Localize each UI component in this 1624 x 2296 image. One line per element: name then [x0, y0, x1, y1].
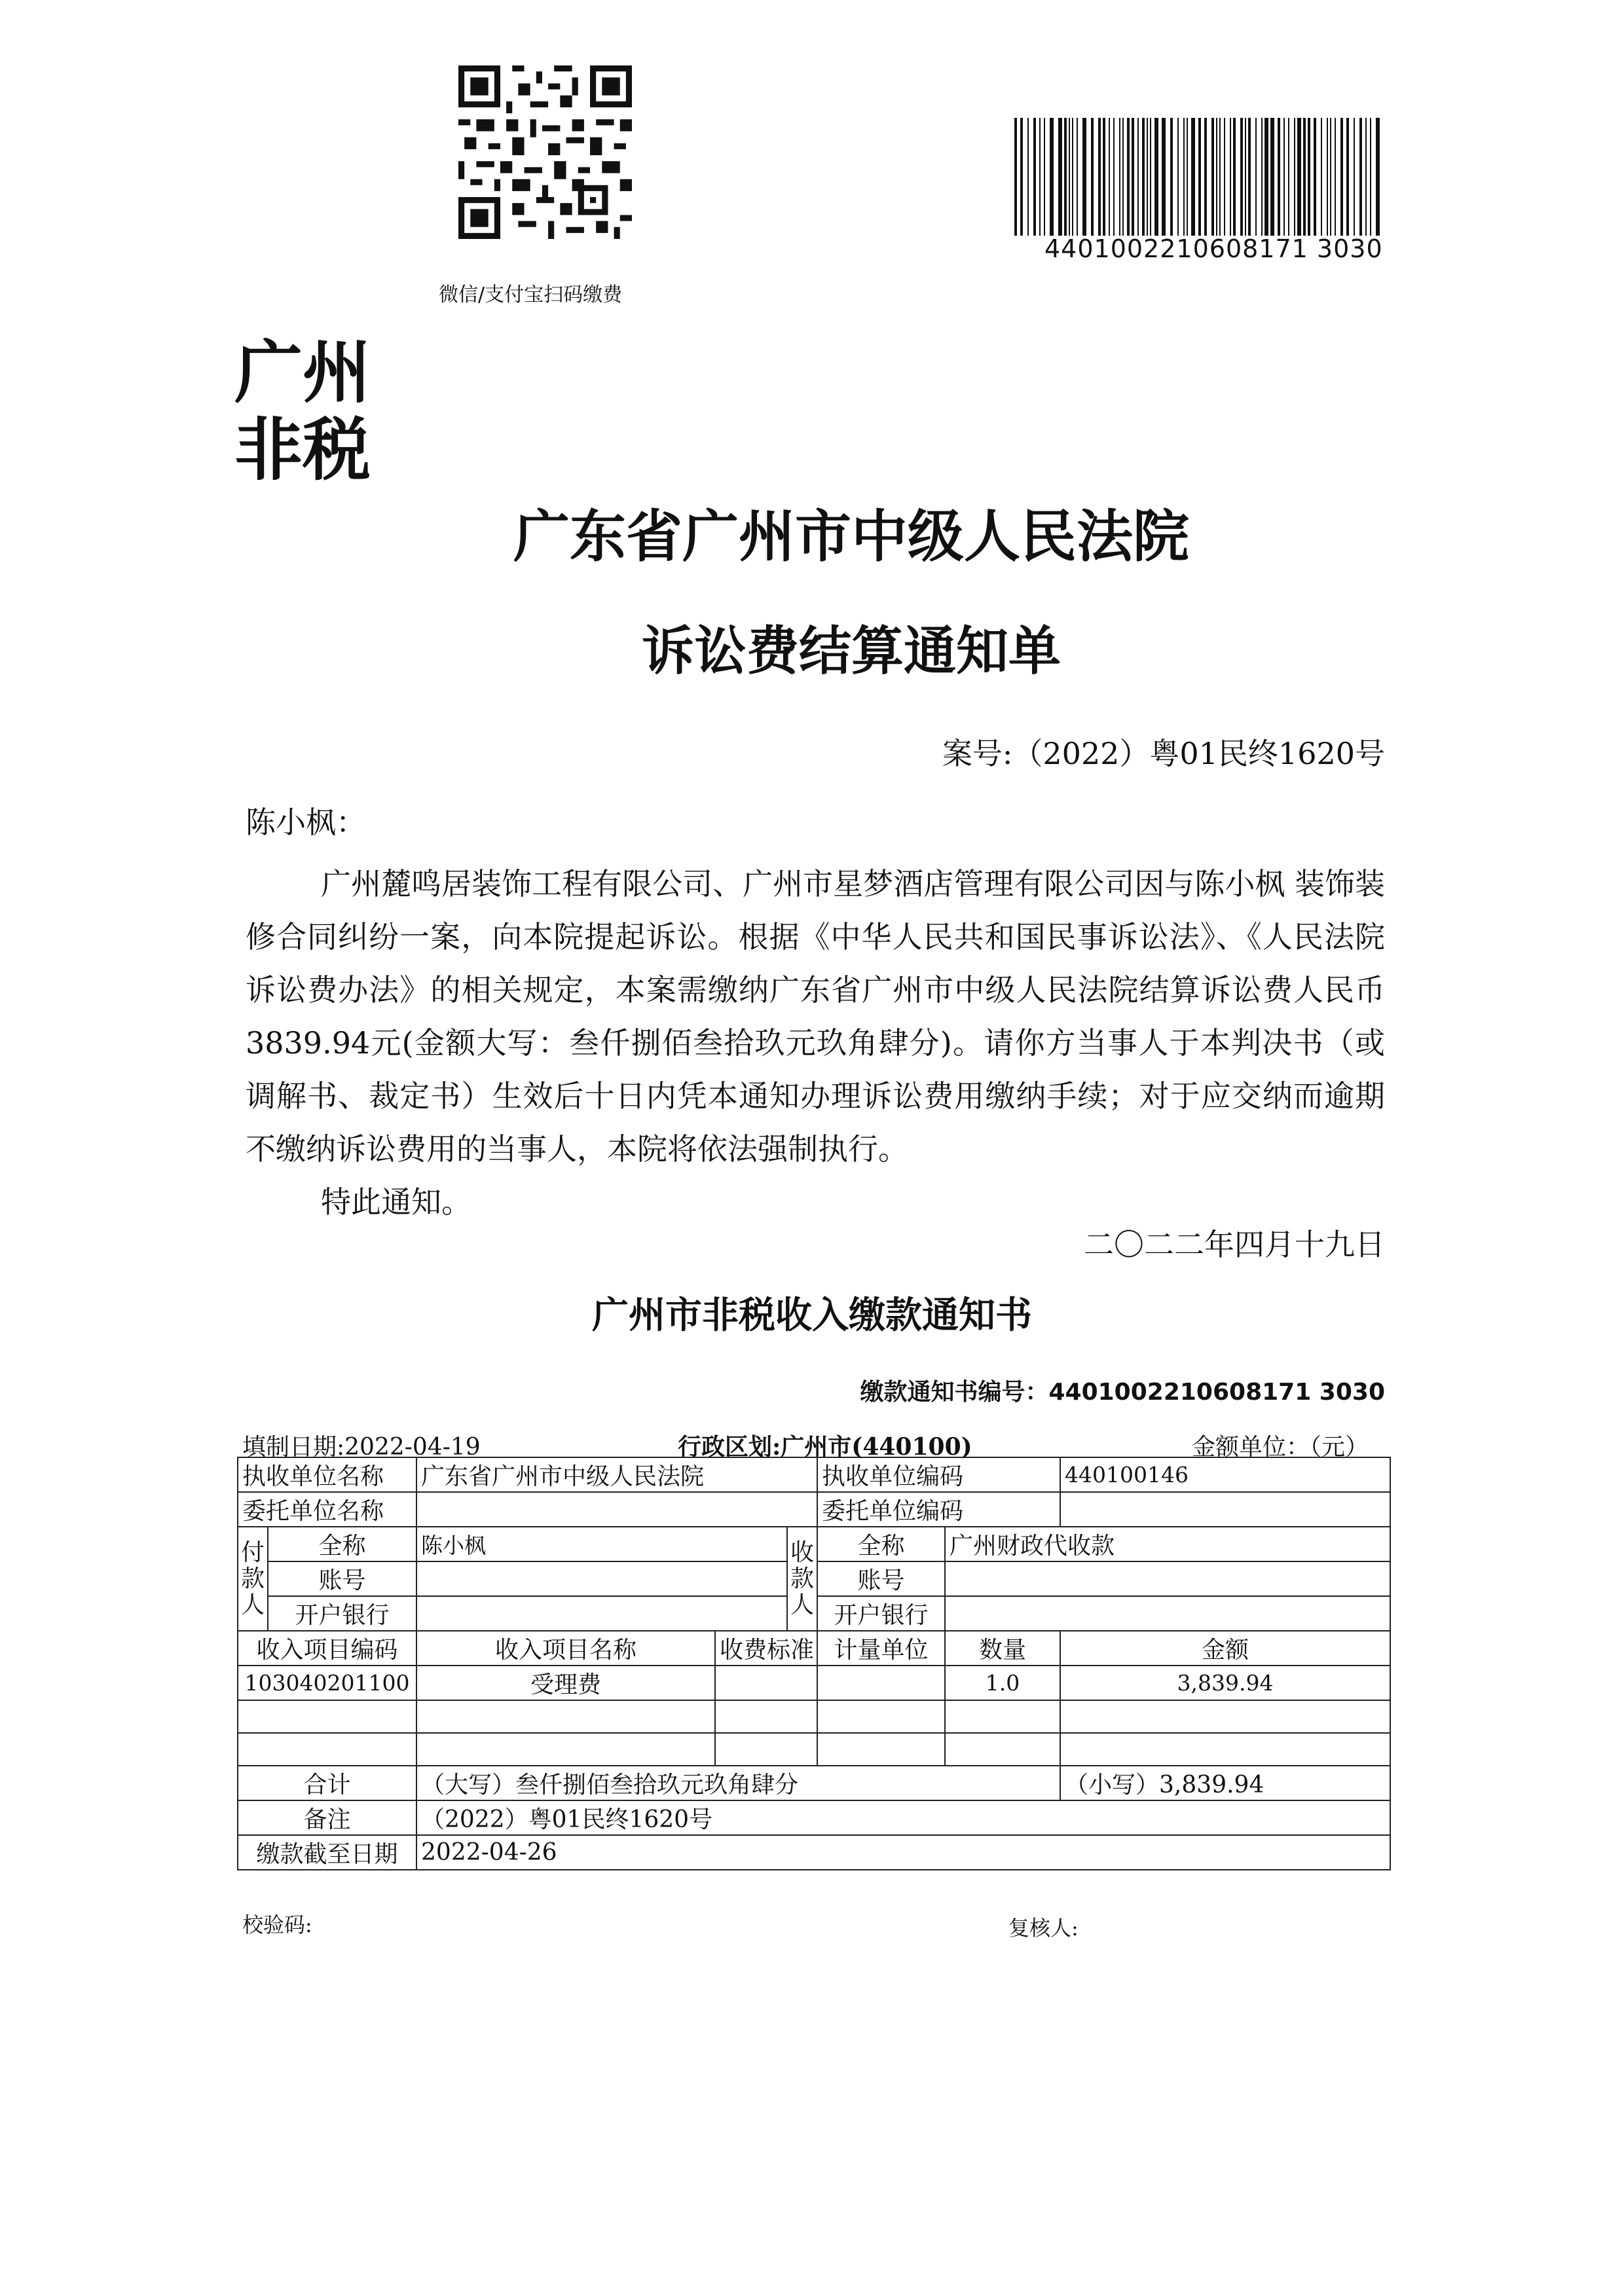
barcode-bar	[1297, 118, 1301, 236]
payer-account-value	[416, 1561, 787, 1596]
barcode-bar	[1109, 118, 1110, 236]
administrative-region: 行政区划:广州市(440100)	[678, 1433, 972, 1461]
payment-qr-code[interactable]	[458, 65, 632, 239]
barcode-bar	[1270, 118, 1274, 236]
entrusted-code-label: 委托单位编码	[817, 1492, 1060, 1527]
collector-code-label: 执收单位编码	[817, 1457, 1060, 1492]
row-item-name: 受理费	[416, 1666, 715, 1700]
total-label: 合计	[238, 1766, 416, 1800]
barcode-bar	[1308, 118, 1310, 236]
barcode-bar	[1327, 118, 1328, 236]
payer-label: 付款人	[238, 1527, 268, 1631]
barcode-bar	[1224, 118, 1225, 236]
barcode-bar	[1187, 118, 1188, 236]
row-unit	[817, 1666, 945, 1700]
barcode-bar	[1216, 118, 1217, 236]
barcode-bar	[1255, 118, 1257, 236]
remark-value: （2022）粤01民终1620号	[416, 1800, 1390, 1835]
barcode-bar	[1098, 118, 1101, 236]
payee-bank-value	[945, 1596, 1390, 1631]
barcode-bar	[1177, 118, 1179, 236]
barcode-bar	[1261, 118, 1263, 236]
barcode-bar	[1033, 118, 1036, 236]
empty-cell	[1060, 1700, 1390, 1733]
entrusted-unit-value	[416, 1492, 817, 1527]
payer-name: 陈小枫	[416, 1527, 787, 1561]
empty-cell	[817, 1700, 945, 1733]
barcode-bar	[1137, 118, 1139, 236]
document-title: 诉讼费结算通知单	[642, 621, 1061, 682]
barcode-bar	[1370, 118, 1371, 236]
barcode-bar	[1103, 118, 1105, 236]
total-lower: （小写）3,839.94	[1060, 1766, 1390, 1800]
barcode-bar	[1204, 118, 1207, 236]
header-item-code: 收入项目编码	[238, 1631, 416, 1666]
row-item-code: 103040201100	[238, 1666, 416, 1700]
barcode-bar	[1162, 118, 1166, 236]
barcode-bar	[1283, 118, 1285, 236]
payment-notice-title: 广州市非税收入缴款通知书	[592, 1294, 1032, 1337]
barcode-bar	[1359, 118, 1362, 236]
barcode-bar	[1142, 118, 1145, 236]
deadline-label: 缴款截至日期	[238, 1835, 416, 1870]
payee-account-label: 账号	[817, 1561, 945, 1596]
body-paragraph: 广州麓鸣居装饰工程有限公司、广州市星梦酒店管理有限公司因与陈小枫 装饰装修合同纠纷一案，向本院提起诉讼。根据《中华人民共和国民事诉讼法》、《人民法院诉讼费办法》的相关规定，本案需缴纳广东省广州市中级人民法院结算诉讼费人民币3839.94元(金额大写：叁仟捌佰叁拾玖元玖角肆分)。请你方当事人于本判决书（或调解书、裁定书）生效后十日内凭本通知办理诉讼费用缴纳手续；对于应交纳而逾期不缴纳诉讼费用的当事人，本院将依法强制执行。	[246, 866, 1385, 1167]
barcode-bar	[1330, 118, 1331, 236]
barcode-bar	[1230, 118, 1231, 236]
barcode-bar	[1191, 118, 1195, 236]
barcode-bar	[1233, 118, 1236, 236]
stamp-line-2: 非税	[234, 410, 371, 490]
issue-date: 二〇二二年四月十九日	[1084, 1227, 1385, 1262]
table-row-empty	[238, 1733, 1390, 1766]
court-title: 广东省广州市中级人民法院	[513, 504, 1189, 570]
barcode-bar	[1335, 118, 1336, 236]
empty-cell	[1060, 1733, 1390, 1766]
header-fee-standard: 收费标准	[715, 1631, 817, 1666]
collector-unit-value: 广东省广州市中级人民法院	[416, 1457, 817, 1492]
barcode-bar	[1127, 118, 1130, 236]
header-unit: 计量单位	[817, 1631, 945, 1666]
remark-label: 备注	[238, 1800, 416, 1835]
barcode-bar	[1240, 118, 1243, 236]
empty-cell	[238, 1700, 416, 1733]
barcode-bar	[1072, 118, 1073, 236]
total-upper: （大写）叁仟捌佰叁拾玖元玖角肆分	[416, 1766, 1060, 1800]
barcode-bar	[1077, 118, 1078, 236]
barcode-bar	[1245, 118, 1246, 236]
barcode-bar	[1082, 118, 1086, 236]
barcode-bar	[1050, 118, 1054, 236]
barcode-bar	[1014, 118, 1017, 236]
header-item-name: 收入项目名称	[416, 1631, 715, 1666]
header-amount: 金额	[1060, 1631, 1390, 1666]
row-quantity: 1.0	[945, 1666, 1060, 1700]
amount-unit: 金额单位：（元）	[1191, 1434, 1369, 1461]
barcode-bar	[1132, 118, 1134, 236]
empty-cell	[416, 1733, 715, 1766]
table-row	[238, 1666, 1390, 1700]
deadline-value: 2022-04-26	[416, 1835, 1390, 1870]
collector-unit-label: 执收单位名称	[238, 1457, 416, 1492]
entrusted-code-value	[1060, 1492, 1390, 1527]
check-code-label: 校验码:	[242, 1912, 312, 1937]
barcode-bar	[1150, 118, 1151, 236]
stamp-line-1: 广州	[234, 333, 371, 412]
fill-date: 填制日期:2022-04-19	[242, 1434, 481, 1461]
barcode-bar	[1294, 118, 1295, 236]
barcode-bar	[1044, 118, 1045, 236]
notice-body	[246, 858, 1385, 1229]
barcode-bar	[1113, 118, 1115, 236]
body-paragraph: 特此通知。	[321, 1184, 471, 1220]
barcode-bar	[1147, 118, 1148, 236]
barcode-bar	[1091, 118, 1094, 236]
payer-account-label: 账号	[268, 1561, 416, 1596]
barcode-bar	[1346, 118, 1349, 236]
barcode-bar	[1314, 118, 1316, 236]
barcode-bar	[1122, 118, 1124, 236]
case-number: 案号:（2022）粤01民终1620号	[942, 736, 1385, 771]
payee-account-value	[945, 1561, 1390, 1596]
qr-caption: 微信/支付宝扫码缴费	[439, 283, 623, 306]
barcode-bar	[1039, 118, 1041, 236]
guangzhou-non-tax-stamp	[234, 334, 371, 488]
empty-cell	[715, 1700, 817, 1733]
payer-fullname-label: 全称	[268, 1527, 416, 1561]
barcode-bar	[1170, 118, 1173, 236]
header-quantity: 数量	[945, 1631, 1060, 1666]
barcode-bar	[1183, 118, 1185, 236]
barcode-bar	[1020, 118, 1023, 236]
empty-cell	[817, 1733, 945, 1766]
payment-notice-number: 缴款通知书编号：4401002210608171 3030	[860, 1379, 1385, 1406]
empty-cell	[945, 1700, 1060, 1733]
barcode-bar	[1303, 118, 1306, 236]
collector-code-value: 440100146	[1060, 1457, 1390, 1492]
payee-fullname-label: 全称	[817, 1527, 945, 1561]
barcode-bar	[1211, 118, 1214, 236]
barcode-number: 4401002210608171 3030	[1044, 234, 1383, 263]
payee-bank-label: 开户银行	[817, 1596, 945, 1631]
empty-cell	[715, 1733, 817, 1766]
barcode-bar	[1264, 118, 1268, 236]
barcode-bar	[1154, 118, 1158, 236]
barcode-bar	[1058, 118, 1062, 236]
empty-cell	[416, 1700, 715, 1733]
barcode-bar	[1365, 118, 1367, 236]
barcode	[1012, 118, 1385, 236]
barcode-bar	[1248, 118, 1251, 236]
barcode-bar	[1027, 118, 1029, 236]
addressee: 陈小枫：	[246, 805, 366, 840]
barcode-bar	[1321, 118, 1322, 236]
row-fee-standard	[715, 1666, 817, 1700]
barcode-bar	[1376, 118, 1380, 236]
barcode-bar	[1064, 118, 1067, 236]
table-row-empty	[238, 1700, 1390, 1733]
empty-cell	[238, 1733, 416, 1766]
barcode-bar	[1354, 118, 1355, 236]
payee-label: 收款人	[787, 1527, 817, 1631]
payer-bank-value	[416, 1596, 787, 1631]
barcode-bar	[1198, 118, 1201, 236]
barcode-bar	[1340, 118, 1343, 236]
barcode-bar	[1278, 118, 1280, 236]
empty-cell	[945, 1733, 1060, 1766]
barcode-bar	[1219, 118, 1221, 236]
payer-bank-label: 开户银行	[268, 1596, 416, 1631]
reviewer-label: 复核人:	[1008, 1916, 1079, 1941]
barcode-bar	[1288, 118, 1289, 236]
barcode-bar	[1069, 118, 1070, 236]
payment-table	[237, 1457, 1391, 1870]
barcode-bar	[1119, 118, 1120, 236]
row-amount: 3,839.94	[1060, 1666, 1390, 1700]
entrusted-unit-label: 委托单位名称	[238, 1492, 416, 1527]
payee-name: 广州财政代收款	[945, 1527, 1390, 1561]
